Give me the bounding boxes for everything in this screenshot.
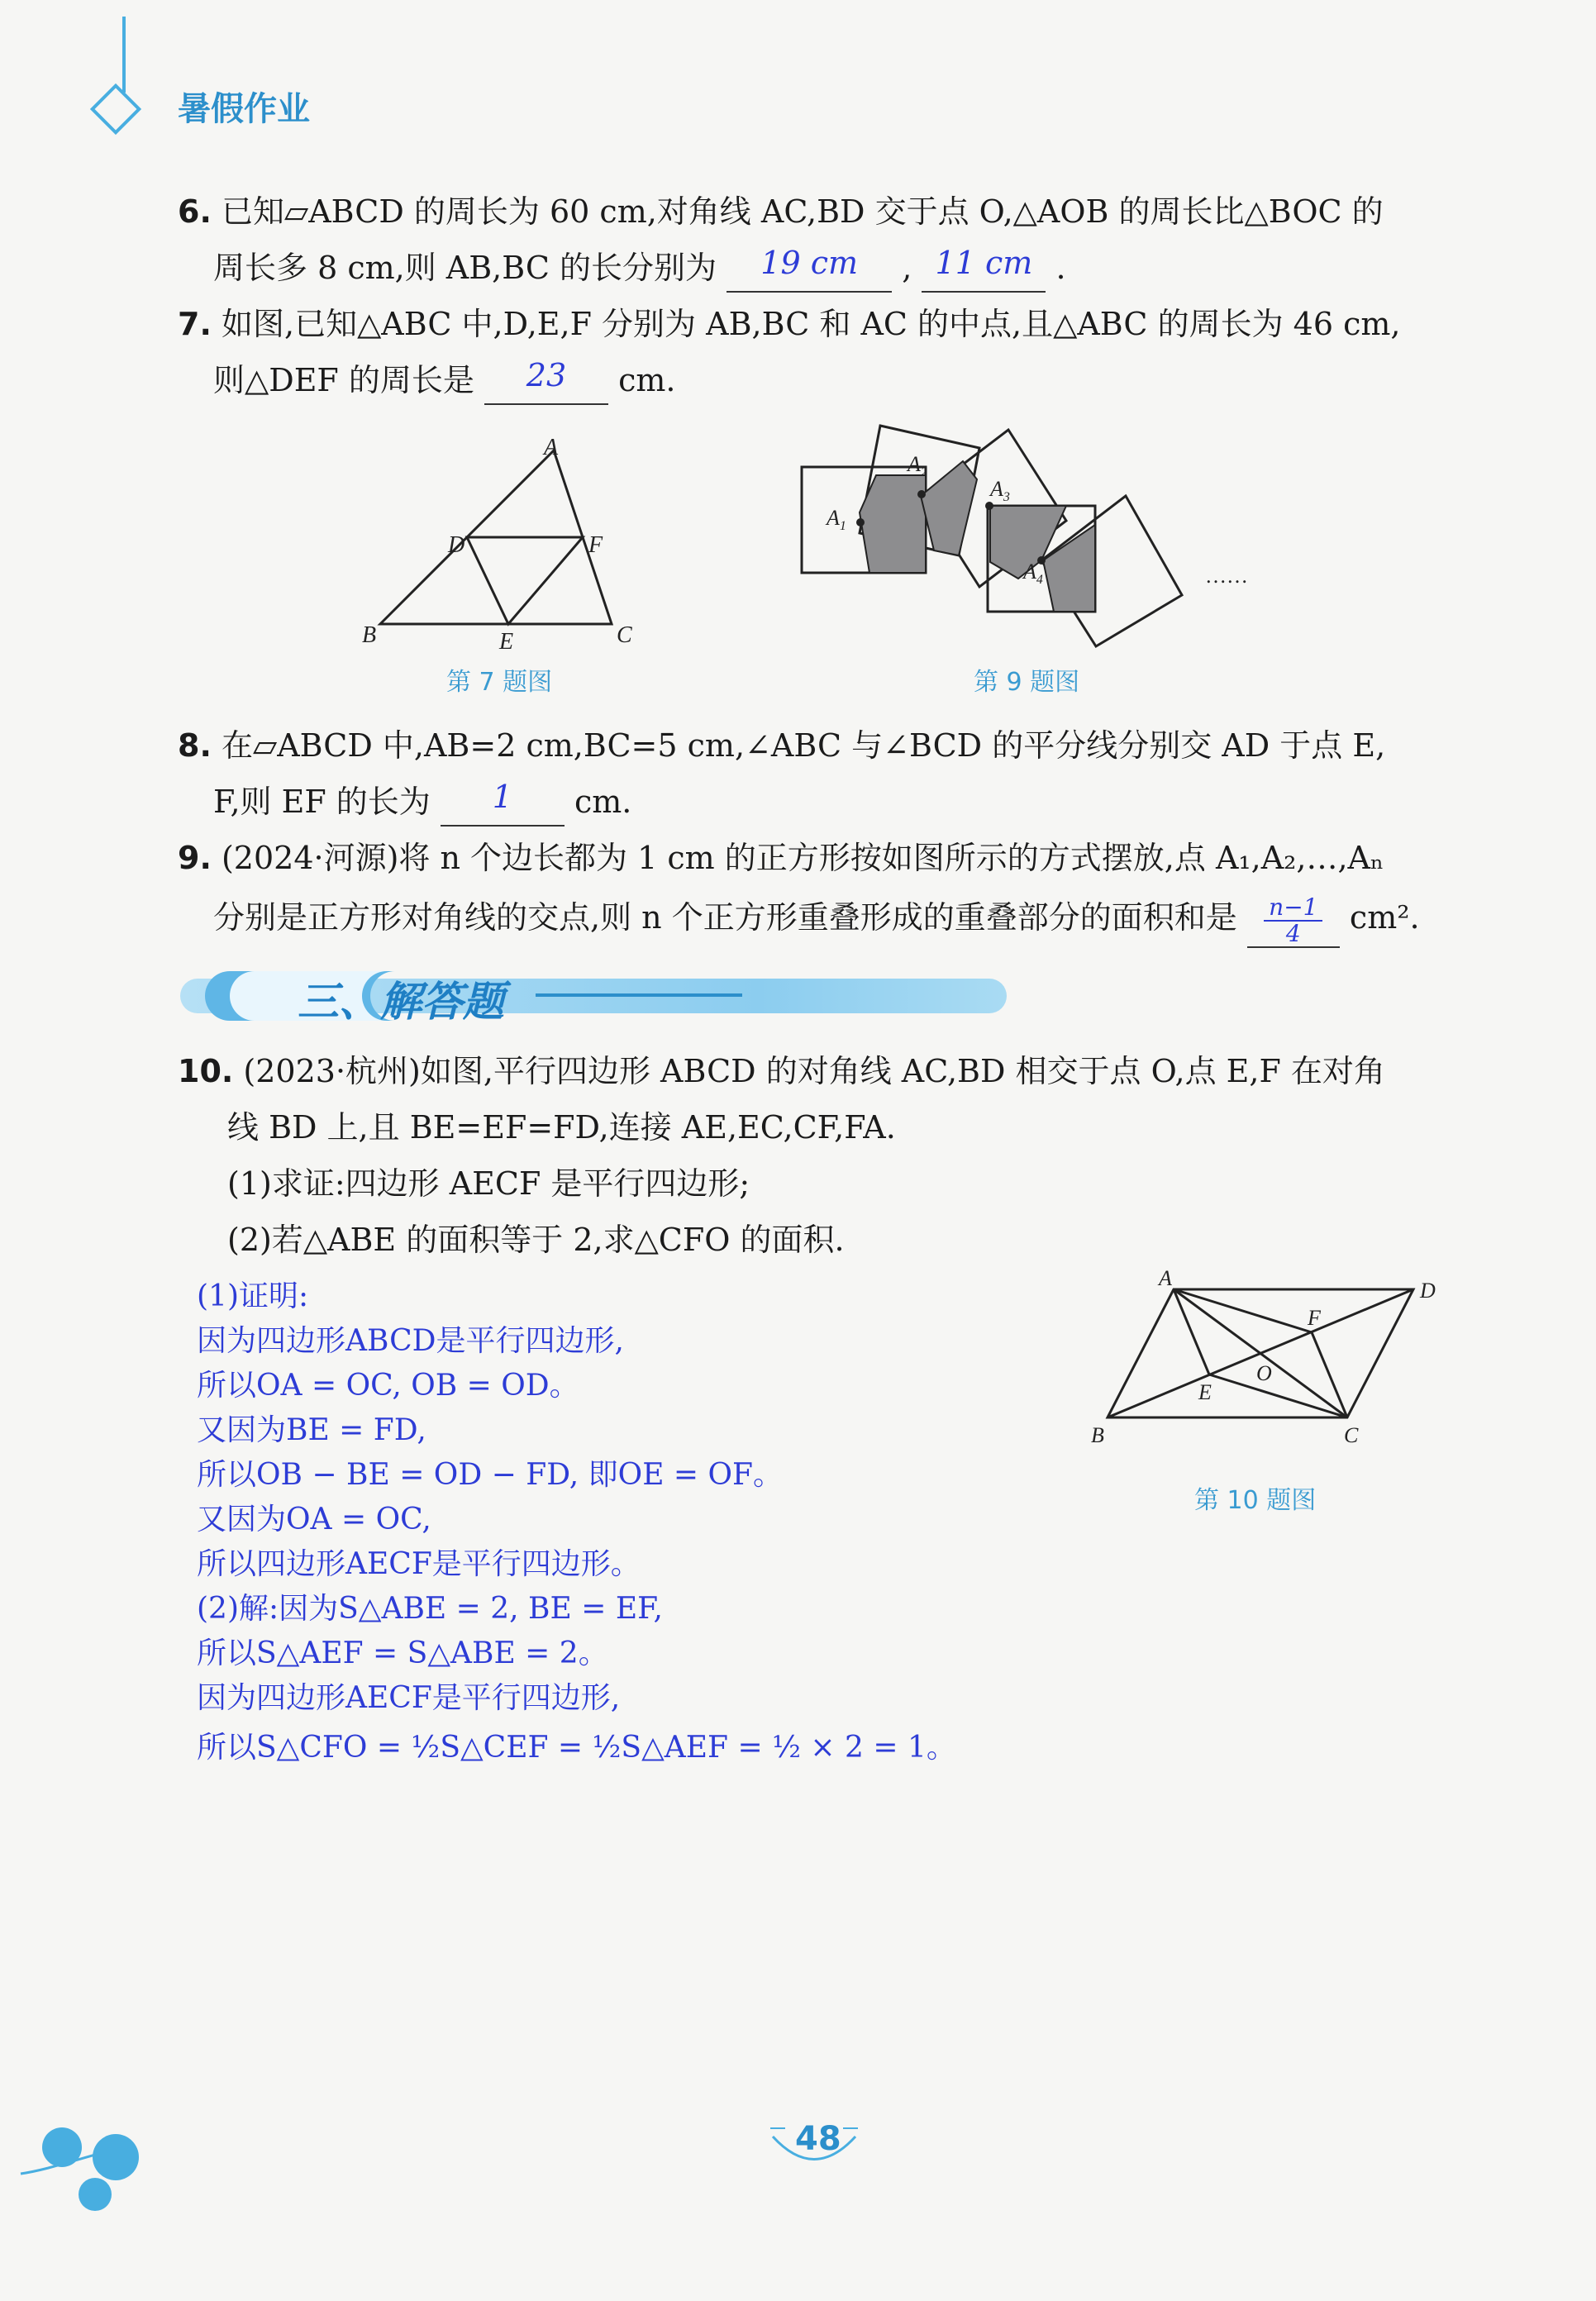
question-text: 周长多 8 cm,则 AB,BC 的长分别为 [213, 250, 717, 286]
question-text: (2024·河源)将 n 个边长都为 1 cm 的正方形按如图所示的方式摆放,点 A₁,A₂,…,Aₙ [221, 840, 1384, 876]
label-letter: A [908, 452, 921, 476]
label-E: E [499, 629, 514, 653]
question-8-line2 [213, 774, 631, 831]
page-number: 48 [795, 2120, 841, 2158]
question-text: 分别是正方形对角线的交点,则 n 个正方形重叠形成的重叠部分的面积和是 [213, 899, 1237, 936]
question-number: 10. [178, 1053, 234, 1089]
figure-7-triangle [355, 438, 653, 653]
label-A: A [544, 438, 559, 460]
label-F: F [588, 532, 603, 558]
label-F: F [1308, 1306, 1321, 1330]
answer-line: (1)证明: [197, 1279, 309, 1313]
question-9-line2 [213, 889, 1420, 948]
question-number: 9. [178, 840, 212, 876]
unit: cm. [574, 784, 632, 820]
answer-line: 又因为OA = OC, [197, 1503, 431, 1536]
label-D: D [1420, 1279, 1436, 1303]
question-9-line1 [178, 830, 1384, 886]
label-C: C [617, 622, 632, 648]
question-text: (2023·杭州)如图,平行四边形 ABCD 的对角线 AC,BD 相交于点 O,点 E,F 在对角 [243, 1053, 1385, 1089]
question-text: 如图,已知△ABC 中,D,E,F 分别为 AB,BC 和 AC 的中点,且△ABC 的周长为 46 cm, [221, 306, 1401, 342]
header-title: 暑假作业 [178, 90, 310, 128]
answer-line: (2)解:因为S△ABE = 2, BE = EF, [197, 1592, 663, 1626]
question-number: 6. [178, 193, 212, 230]
section-title: 三、解答题 [298, 977, 504, 1026]
answer-line: 所以四边形AECF是平行四边形。 [197, 1547, 641, 1581]
answer-line: 所以OB − BE = OD − FD, 即OE = OF。 [197, 1458, 784, 1492]
answer-line: 又因为BE = FD, [197, 1413, 426, 1447]
figure-10-caption: 第 10 题图 [1194, 1486, 1317, 1515]
label-A1 [825, 506, 846, 533]
question-8-line1 [178, 717, 1385, 774]
label-letter: A [1023, 560, 1036, 584]
fraction-denominator: 4 [1285, 919, 1301, 947]
label-subscript: 1 [839, 519, 846, 533]
figure-7-caption: 第 7 题图 [446, 668, 553, 697]
unit: cm². [1349, 899, 1420, 936]
label-B: B [1091, 1423, 1104, 1447]
question-6-line2 [213, 240, 1066, 298]
separator: , [902, 250, 912, 286]
question-6-line1 [178, 183, 1384, 240]
label-O: O [1256, 1361, 1272, 1385]
question-10-part2: (2)若△ABE 的面积等于 2,求△CFO 的面积. [227, 1222, 845, 1258]
header-line [122, 17, 126, 93]
question-text: F,则 EF 的长为 [213, 784, 431, 820]
question-10-line2: 线 BD 上,且 BE=EF=FD,连接 AE,EC,CF,FA. [227, 1109, 896, 1146]
question-number: 7. [178, 306, 212, 342]
question-text: 则△DEF 的周长是 [213, 362, 474, 398]
label-subscript: 2 [920, 465, 927, 479]
label-A2 [906, 452, 927, 479]
label-D: D [448, 532, 465, 558]
question-7-line1 [178, 296, 1400, 352]
label-subscript: 3 [1003, 490, 1010, 504]
continuation-dots: …… [1205, 564, 1248, 588]
answer-line: 所以OA = OC, OB = OD。 [197, 1369, 579, 1403]
answer-line: 所以S△AEF = S△ABE = 2。 [197, 1636, 608, 1670]
figure-10-parallelogram [1083, 1269, 1455, 1459]
diamond-icon [90, 83, 141, 135]
label-letter: A [990, 477, 1003, 501]
answer-fraction [1264, 895, 1322, 946]
label-C: C [1344, 1423, 1359, 1447]
label-A: A [1159, 1269, 1172, 1290]
question-text: 在▱ABCD 中,AB=2 cm,BC=5 cm,∠ABC 与∠BCD 的平分线分别交 AD 于点 E, [221, 727, 1386, 764]
answer-blank: 23 [484, 347, 608, 405]
question-number: 8. [178, 727, 212, 764]
label-subscript: 4 [1036, 573, 1043, 587]
punctuation: . [1055, 250, 1066, 286]
question-10-part1: (1)求证:四边形 AECF 是平行四边形; [227, 1165, 750, 1202]
label-letter: A [827, 506, 840, 530]
unit: cm. [618, 362, 676, 398]
figure-9-squares [793, 413, 1273, 653]
label-A3 [989, 477, 1010, 504]
label-B: B [362, 622, 377, 648]
answer-blank: 1 [441, 769, 565, 827]
answer-line: 因为四边形ABCD是平行四边形, [197, 1324, 624, 1358]
question-10-line1 [178, 1043, 1385, 1099]
question-text: 已知▱ABCD 的周长为 60 cm,对角线 AC,BD 交于点 O,△AOB 的周长比△BOC 的 [221, 193, 1384, 230]
answer-line: 所以S△CFO = ½S△CEF = ½S△AEF = ½ × 2 = 1。 [197, 1731, 956, 1765]
footer-decoration [17, 2124, 165, 2215]
fraction-numerator: n−1 [1264, 895, 1322, 922]
figure-9-caption: 第 9 题图 [974, 668, 1080, 697]
answer-blank [1247, 889, 1340, 948]
question-7-line2 [213, 352, 675, 410]
answer-line: 因为四边形AECF是平行四边形, [197, 1681, 621, 1715]
answer-blank: 11 cm [922, 235, 1046, 293]
label-E: E [1198, 1380, 1212, 1404]
answer-blank: 19 cm [727, 235, 892, 293]
